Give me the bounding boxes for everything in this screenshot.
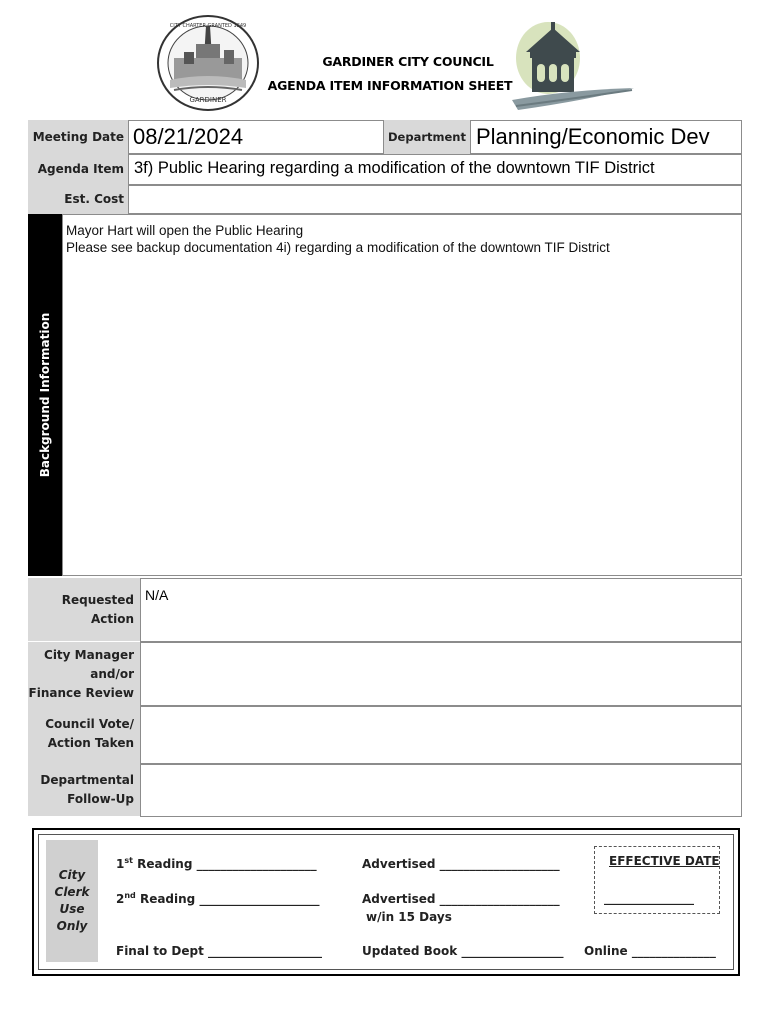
background-text: [66, 222, 610, 256]
background-information-field[interactable]: [62, 214, 742, 576]
est-cost-label: Est. Cost: [28, 185, 128, 214]
city-clerk-use-only-tag: [46, 840, 98, 962]
title-line2: AGENDA ITEM INFORMATION SHEET: [267, 78, 513, 93]
background-information-band: [28, 214, 62, 576]
within-15-days-label: w/in 15 Days: [366, 910, 452, 924]
online-field[interactable]: Online ______________: [584, 944, 716, 958]
effective-date-label: EFFECTIVE DATE: [609, 854, 720, 868]
clerk-tag-l1: City: [58, 868, 86, 882]
city-manager-label-l2: and/or: [90, 667, 134, 681]
first-reading-field[interactable]: [116, 856, 317, 871]
council-vote-field[interactable]: [140, 706, 742, 764]
department-value: Planning/Economic Dev: [476, 124, 710, 149]
first-reading-num: 1: [116, 857, 125, 871]
background-information-label: Background Information: [38, 312, 52, 478]
clerk-tag-l2: Clerk: [54, 885, 90, 899]
effective-date-field[interactable]: _______________: [604, 891, 694, 905]
seal-text-bottom: GARDINER: [189, 96, 227, 104]
city-manager-label-l3: Finance Review: [28, 686, 134, 700]
requested-action-label: [28, 578, 140, 641]
clerk-tag-l3: Use: [59, 902, 85, 916]
department-label: Department: [384, 120, 470, 154]
clerk-tag-l4: Only: [56, 919, 88, 933]
meeting-date-label: Meeting Date: [28, 120, 128, 154]
seal-text-top: CITY CHARTER GRANTED 1849: [169, 23, 247, 29]
second-reading-num: 2: [116, 892, 125, 906]
city-seal-logo: [156, 14, 260, 112]
page-title: [250, 50, 530, 98]
requested-action-field[interactable]: [140, 578, 742, 642]
background-line1: Mayor Hart will open the Public Hearing: [66, 223, 304, 238]
agenda-item-value: 3f) Public Hearing regarding a modification of the downtown TIF District: [134, 159, 655, 177]
requested-action-label-l1: Requested: [61, 593, 134, 607]
council-vote-label-l2: Action Taken: [47, 736, 134, 750]
first-reading-text: Reading ____________________: [132, 857, 317, 871]
title-line1: GARDINER CITY COUNCIL: [322, 54, 494, 69]
second-reading-sup: nd: [124, 891, 136, 900]
agenda-item-label: Agenda Item: [28, 154, 128, 185]
city-manager-review-field[interactable]: [140, 642, 742, 706]
background-line2: Please see backup documentation 4i) regarding a modification of the downtown TIF District: [66, 240, 610, 255]
requested-action-value: N/A: [145, 587, 169, 603]
departmental-followup-field[interactable]: [140, 764, 742, 817]
followup-label-l1: Departmental: [40, 773, 134, 787]
council-vote-label-l1: Council Vote/: [45, 717, 134, 731]
city-manager-review-label: [28, 642, 140, 706]
city-manager-label-l1: City Manager: [44, 648, 134, 662]
updated-book-field[interactable]: Updated Book _________________: [362, 944, 564, 958]
second-reading-field[interactable]: [116, 891, 319, 906]
followup-label-l2: Follow-Up: [67, 792, 134, 806]
council-vote-label: [28, 706, 140, 764]
advertised-field-2[interactable]: Advertised ____________________: [362, 892, 560, 906]
advertised-field-1[interactable]: Advertised ____________________: [362, 857, 560, 871]
second-reading-text: Reading ____________________: [135, 892, 320, 906]
requested-action-label-l2: Action: [90, 612, 134, 626]
first-reading-sup: st: [124, 856, 133, 865]
final-to-dept-field[interactable]: Final to Dept ___________________: [116, 944, 323, 958]
departmental-followup-label: [28, 764, 140, 816]
est-cost-field[interactable]: [128, 185, 742, 214]
meeting-date-value: 08/21/2024: [133, 124, 244, 149]
